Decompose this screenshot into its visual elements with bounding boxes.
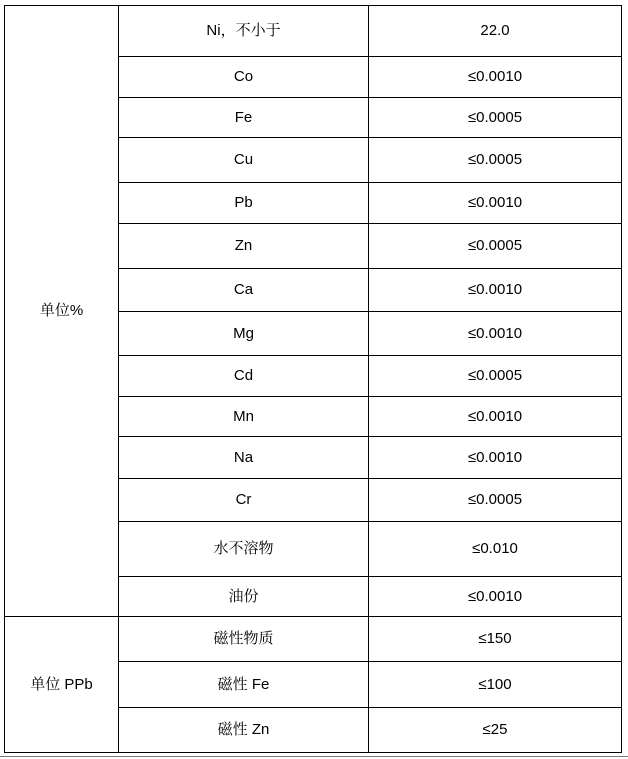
item-cell: Ca — [119, 269, 369, 312]
item-cell: Cr — [119, 479, 369, 522]
item-cell: 水不溶物 — [119, 522, 369, 577]
value-cell: ≤0.010 — [369, 522, 622, 577]
value-cell: ≤0.0005 — [369, 479, 622, 522]
item-cell: 磁性 Fe — [119, 662, 369, 708]
item-cell: Mn — [119, 397, 369, 437]
value-cell: ≤0.0010 — [369, 312, 622, 356]
item-cell: 油份 — [119, 577, 369, 617]
item-cell: Zn — [119, 224, 369, 269]
item-cell: Fe — [119, 98, 369, 138]
value-cell: ≤0.0010 — [369, 397, 622, 437]
value-cell: ≤100 — [369, 662, 622, 708]
item-cell: Co — [119, 57, 369, 98]
value-cell: ≤0.0005 — [369, 224, 622, 269]
item-cell: Ni，不小于 — [119, 6, 369, 57]
item-cell: Pb — [119, 183, 369, 224]
value-cell: ≤0.0005 — [369, 98, 622, 138]
item-cell: 磁性 Zn — [119, 708, 369, 753]
spec-table — [4, 5, 622, 753]
value-cell: ≤25 — [369, 708, 622, 753]
value-cell: ≤0.0005 — [369, 356, 622, 397]
value-cell: ≤0.0005 — [369, 138, 622, 183]
group-label-ppb: 单位 PPb — [5, 617, 119, 753]
value-cell: ≤0.0010 — [369, 57, 622, 98]
item-cell: 磁性物质 — [119, 617, 369, 662]
bottom-rule — [0, 756, 628, 757]
value-cell: ≤0.0010 — [369, 269, 622, 312]
item-cell: Na — [119, 437, 369, 479]
item-cell: Cu — [119, 138, 369, 183]
value-cell: ≤0.0010 — [369, 577, 622, 617]
value-cell: ≤0.0010 — [369, 183, 622, 224]
table-row — [5, 617, 622, 662]
value-cell: ≤0.0010 — [369, 437, 622, 479]
item-cell: Cd — [119, 356, 369, 397]
value-cell: 22.0 — [369, 6, 622, 57]
value-cell: ≤150 — [369, 617, 622, 662]
item-cell: Mg — [119, 312, 369, 356]
group-label-percent: 单位% — [5, 6, 119, 617]
table-row — [5, 6, 622, 57]
